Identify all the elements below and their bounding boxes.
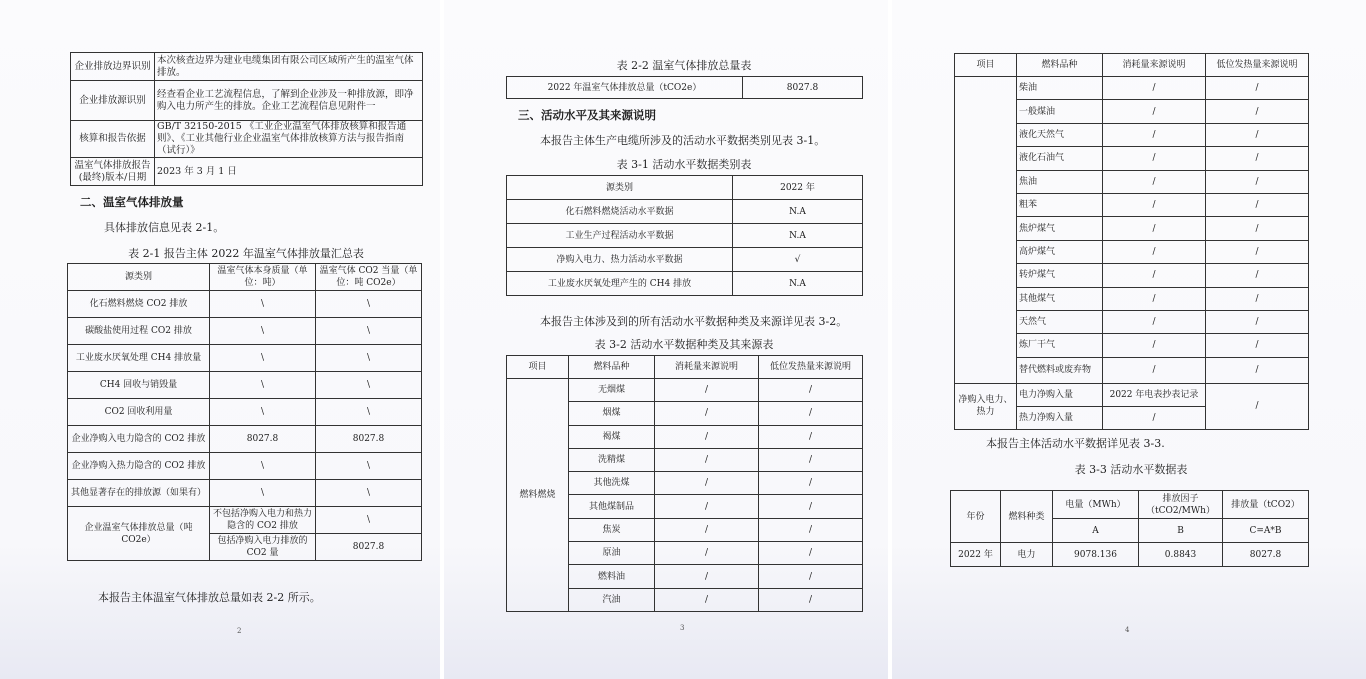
table-cell: 化石燃料燃烧 CO2 排放 <box>68 291 210 318</box>
column-header: 源类别 <box>507 176 733 200</box>
column-header: 温室气体本身质量（单位：吨） <box>210 264 316 291</box>
table-cell: 2022 年温室气体排放总量（tCO2e） <box>507 77 743 99</box>
table-row <box>68 291 422 318</box>
table-cell: 褐煤 <box>569 425 655 448</box>
table-header-row <box>955 54 1309 77</box>
activity-category-table <box>506 175 863 296</box>
info-key: 温室气体排放报告(最终)版本/日期 <box>71 158 155 186</box>
table-row <box>955 383 1309 406</box>
info-row <box>71 158 423 186</box>
table-cell: / <box>1103 193 1206 216</box>
table-cell: / <box>1206 383 1309 429</box>
table-cell: / <box>1206 147 1309 170</box>
info-table <box>70 52 423 186</box>
table-cell: / <box>655 542 759 565</box>
table-cell: 转炉煤气 <box>1017 264 1103 287</box>
table-cell: 9078.136 <box>1053 543 1139 567</box>
table-cell: / <box>1206 310 1309 333</box>
table-cell: \ <box>210 480 316 507</box>
column-header: 温室气体 CO2 当量（单位：吨 CO2e） <box>316 264 422 291</box>
column-header: B <box>1139 519 1223 543</box>
table-cell: / <box>1206 357 1309 383</box>
table-cell: N.A <box>733 224 863 248</box>
total-emission-table <box>506 76 863 99</box>
table-cell: N.A <box>733 272 863 296</box>
column-header: 燃料品种 <box>569 356 655 379</box>
table-cell: / <box>759 518 863 541</box>
report-page-2 <box>0 0 440 679</box>
table-cell: 8027.8 <box>210 426 316 453</box>
table-cell: 燃料油 <box>569 565 655 588</box>
table-cell: 汽油 <box>569 588 655 611</box>
table-cell: 8027.8 <box>743 77 863 99</box>
column-header: 低位发热量来源说明 <box>759 356 863 379</box>
table-cell: \ <box>316 480 422 507</box>
table-row <box>507 200 863 224</box>
table-caption: 表 2-2 温室气体排放总量表 <box>616 59 752 72</box>
table-cell: / <box>759 448 863 471</box>
table-row <box>68 372 422 399</box>
table-cell: / <box>1206 287 1309 310</box>
table-cell: \ <box>210 345 316 372</box>
table-cell: 工业生产过程活动水平数据 <box>507 224 733 248</box>
table-cell: / <box>1206 193 1309 216</box>
table-cell: 粗苯 <box>1017 193 1103 216</box>
table-cell: 工业废水厌氧处理产生的 CH4 排放 <box>507 272 733 296</box>
report-page-3 <box>444 0 888 679</box>
table-cell: / <box>1103 357 1206 383</box>
column-header: 燃料种类 <box>1001 491 1053 543</box>
table-header-row <box>68 264 422 291</box>
table-cell: / <box>759 379 863 402</box>
table-header-row <box>507 356 863 379</box>
table-cell: 替代燃料或废弃物 <box>1017 357 1103 383</box>
table-cell: / <box>1103 100 1206 123</box>
table-cell: \ <box>210 291 316 318</box>
table-cell: 2022 年 <box>951 543 1001 567</box>
table-cell: 8027.8 <box>316 426 422 453</box>
table-cell: / <box>759 542 863 565</box>
table-cell: / <box>1103 334 1206 357</box>
table-cell: / <box>1206 100 1309 123</box>
table-row <box>68 507 422 534</box>
table-caption: 表 2-1 报告主体 2022 年温室气体排放量汇总表 <box>128 247 364 260</box>
total-label: 企业温室气体排放总量（吨 CO2e） <box>68 507 210 561</box>
table-cell: / <box>759 588 863 611</box>
column-header: 电量（MWh） <box>1053 491 1139 519</box>
info-row <box>71 121 423 158</box>
table-cell: \ <box>316 453 422 480</box>
table-cell: 其他洗煤 <box>569 472 655 495</box>
table-cell: / <box>1103 406 1206 429</box>
table-cell: N.A <box>733 200 863 224</box>
table-cell: CO2 回收利用量 <box>68 399 210 426</box>
table-cell: / <box>655 379 759 402</box>
info-row <box>71 81 423 121</box>
table-cell: 8027.8 <box>1223 543 1309 567</box>
info-row <box>71 53 423 81</box>
paragraph: 本报告主体生产电缆所涉及的活动水平数据类别见表 3-1。 <box>540 134 826 147</box>
emission-summary-table <box>67 263 422 561</box>
table-cell: / <box>655 495 759 518</box>
table-header-row <box>507 176 863 200</box>
table-cell: / <box>1206 123 1309 146</box>
table-row <box>507 248 863 272</box>
table-row <box>68 318 422 345</box>
table-cell: 碳酸盐使用过程 CO2 排放 <box>68 318 210 345</box>
info-key: 企业排放源识别 <box>71 81 155 121</box>
info-key: 企业排放边界识别 <box>71 53 155 81</box>
table-cell: 其他煤制品 <box>569 495 655 518</box>
column-header: 消耗量来源说明 <box>1103 54 1206 77</box>
table-cell: \ <box>316 399 422 426</box>
table-cell: 其他煤气 <box>1017 287 1103 310</box>
table-cell: 柴油 <box>1017 77 1103 100</box>
table-cell: \ <box>316 318 422 345</box>
group-label: 燃料燃烧 <box>507 379 569 612</box>
table-cell: 烟煤 <box>569 402 655 425</box>
table-cell: 洗精煤 <box>569 448 655 471</box>
table-cell: / <box>1103 170 1206 193</box>
table-cell: / <box>759 495 863 518</box>
table-row <box>507 224 863 248</box>
activity-data-table <box>950 490 1309 567</box>
table-cell: 2022 年电表抄表记录 <box>1103 383 1206 406</box>
table-cell: / <box>1206 217 1309 240</box>
table-cell: / <box>655 448 759 471</box>
table-row <box>68 345 422 372</box>
table-cell: \ <box>316 345 422 372</box>
table-cell: 0.8843 <box>1139 543 1223 567</box>
table-cell: \ <box>316 291 422 318</box>
table-row <box>507 272 863 296</box>
table-cell: / <box>1206 264 1309 287</box>
table-cell: 无烟煤 <box>569 379 655 402</box>
column-header: 年份 <box>951 491 1001 543</box>
table-cell: / <box>655 402 759 425</box>
table-cell: 电力 <box>1001 543 1053 567</box>
table-cell: 电力净购入量 <box>1017 383 1103 406</box>
table-cell: / <box>759 425 863 448</box>
table-row <box>68 480 422 507</box>
info-key: 核算和报告依据 <box>71 121 155 158</box>
table-cell: / <box>1103 123 1206 146</box>
table-caption: 表 3-2 活动水平数据种类及其来源表 <box>594 338 774 351</box>
table-row <box>955 77 1309 100</box>
section-heading: 二、温室气体排放量 <box>80 195 184 209</box>
group-cell-empty <box>955 77 1017 384</box>
column-header: A <box>1053 519 1139 543</box>
table-cell: / <box>1103 264 1206 287</box>
info-value: 本次核查边界为建业电缆集团有限公司区域所产生的温室气体排放。 <box>155 53 423 81</box>
column-header: 排放因子（tCO2/MWh） <box>1139 491 1223 519</box>
table-cell: CH4 回收与销毁量 <box>68 372 210 399</box>
table-cell: 液化石油气 <box>1017 147 1103 170</box>
table-cell: \ <box>210 318 316 345</box>
table-cell: / <box>1103 240 1206 263</box>
table-cell: 净购入电力、热力活动水平数据 <box>507 248 733 272</box>
table-cell: / <box>1103 310 1206 333</box>
column-header: 项目 <box>507 356 569 379</box>
table-cell: / <box>1103 287 1206 310</box>
table-cell: / <box>1103 217 1206 240</box>
table-cell: 天然气 <box>1017 310 1103 333</box>
table-cell: 化石燃料燃烧活动水平数据 <box>507 200 733 224</box>
info-value: GB/T 32150-2015 《工业企业温室气体排放核算和报告通则》、《工业其他行业企业温室气体排放核算方法与报告指南（试行）》 <box>155 121 423 158</box>
paragraph: 本报告主体活动水平数据详见表 3-3. <box>986 437 1165 450</box>
table-cell: / <box>1103 147 1206 170</box>
table-caption: 表 3-1 活动水平数据类别表 <box>616 158 752 171</box>
column-header: 项目 <box>955 54 1017 77</box>
report-page-4 <box>892 0 1366 679</box>
table-cell: / <box>655 588 759 611</box>
table-cell: / <box>1206 170 1309 193</box>
activity-source-table-continued <box>954 53 1309 430</box>
table-row <box>68 453 422 480</box>
table-cell: 原油 <box>569 542 655 565</box>
page-number: 4 <box>1125 626 1130 634</box>
table-cell: / <box>1206 240 1309 263</box>
table-row <box>951 543 1309 567</box>
column-header: 消耗量来源说明 <box>655 356 759 379</box>
table-cell: 焦炭 <box>569 518 655 541</box>
table-cell: √ <box>733 248 863 272</box>
paragraph: 本报告主体涉及到的所有活动水平数据种类及来源详见表 3-2。 <box>540 315 848 328</box>
table-cell: \ <box>316 372 422 399</box>
table-cell: 包括净购入电力排放的 CO2 量 <box>210 534 316 561</box>
activity-source-table <box>506 355 863 612</box>
table-cell: / <box>1103 77 1206 100</box>
table-cell: / <box>759 565 863 588</box>
section-heading: 三、活动水平及其来源说明 <box>518 108 656 122</box>
table-cell: / <box>1206 334 1309 357</box>
paragraph: 本报告主体温室气体排放总量如表 2-2 所示。 <box>98 591 321 604</box>
table-row <box>68 426 422 453</box>
table-cell: 企业净购入电力隐含的 CO2 排放 <box>68 426 210 453</box>
table-row <box>68 399 422 426</box>
table-cell: \ <box>210 372 316 399</box>
column-header: 2022 年 <box>733 176 863 200</box>
table-cell: / <box>655 425 759 448</box>
table-cell: 焦炉煤气 <box>1017 217 1103 240</box>
paragraph: 具体排放信息见表 2-1。 <box>104 221 225 234</box>
table-cell: 液化天然气 <box>1017 123 1103 146</box>
table-cell: \ <box>210 399 316 426</box>
table-cell: 企业净购入热力隐含的 CO2 排放 <box>68 453 210 480</box>
table-cell: \ <box>316 507 422 534</box>
group-label: 净购入电力、热力 <box>955 383 1017 429</box>
column-header: 排放量（tCO2） <box>1223 491 1309 519</box>
table-cell: / <box>759 402 863 425</box>
table-cell: 高炉煤气 <box>1017 240 1103 263</box>
table-cell: 其他显著存在的排放源（如果有） <box>68 480 210 507</box>
table-cell: 焦油 <box>1017 170 1103 193</box>
table-cell: \ <box>210 453 316 480</box>
page-number: 3 <box>680 624 685 632</box>
column-header: 源类别 <box>68 264 210 291</box>
table-cell: / <box>1206 77 1309 100</box>
table-cell: 炼厂干气 <box>1017 334 1103 357</box>
table-cell: / <box>759 472 863 495</box>
table-row <box>507 379 863 402</box>
table-cell: 热力净购入量 <box>1017 406 1103 429</box>
column-header: 低位发热量来源说明 <box>1206 54 1309 77</box>
table-cell: 不包括净购入电力和热力隐含的 CO2 排放 <box>210 507 316 534</box>
column-header: C=A*B <box>1223 519 1309 543</box>
table-caption: 表 3-3 活动水平数据表 <box>1074 463 1188 476</box>
table-cell: 工业废水厌氧处理 CH4 排放量 <box>68 345 210 372</box>
table-cell: / <box>655 565 759 588</box>
column-header: 燃料品种 <box>1017 54 1103 77</box>
info-value: 2023 年 3 月 1 日 <box>155 158 423 186</box>
table-cell: / <box>655 518 759 541</box>
table-header-row <box>951 491 1309 519</box>
table-cell: / <box>655 472 759 495</box>
table-cell: 一般煤油 <box>1017 100 1103 123</box>
info-value: 经查看企业工艺流程信息，了解到企业涉及一种排放源，即净购入电力所产生的排放。企业工艺流程信息见附件一 <box>155 81 423 121</box>
page-number: 2 <box>237 627 242 635</box>
table-row <box>507 77 863 99</box>
table-cell: 8027.8 <box>316 534 422 561</box>
